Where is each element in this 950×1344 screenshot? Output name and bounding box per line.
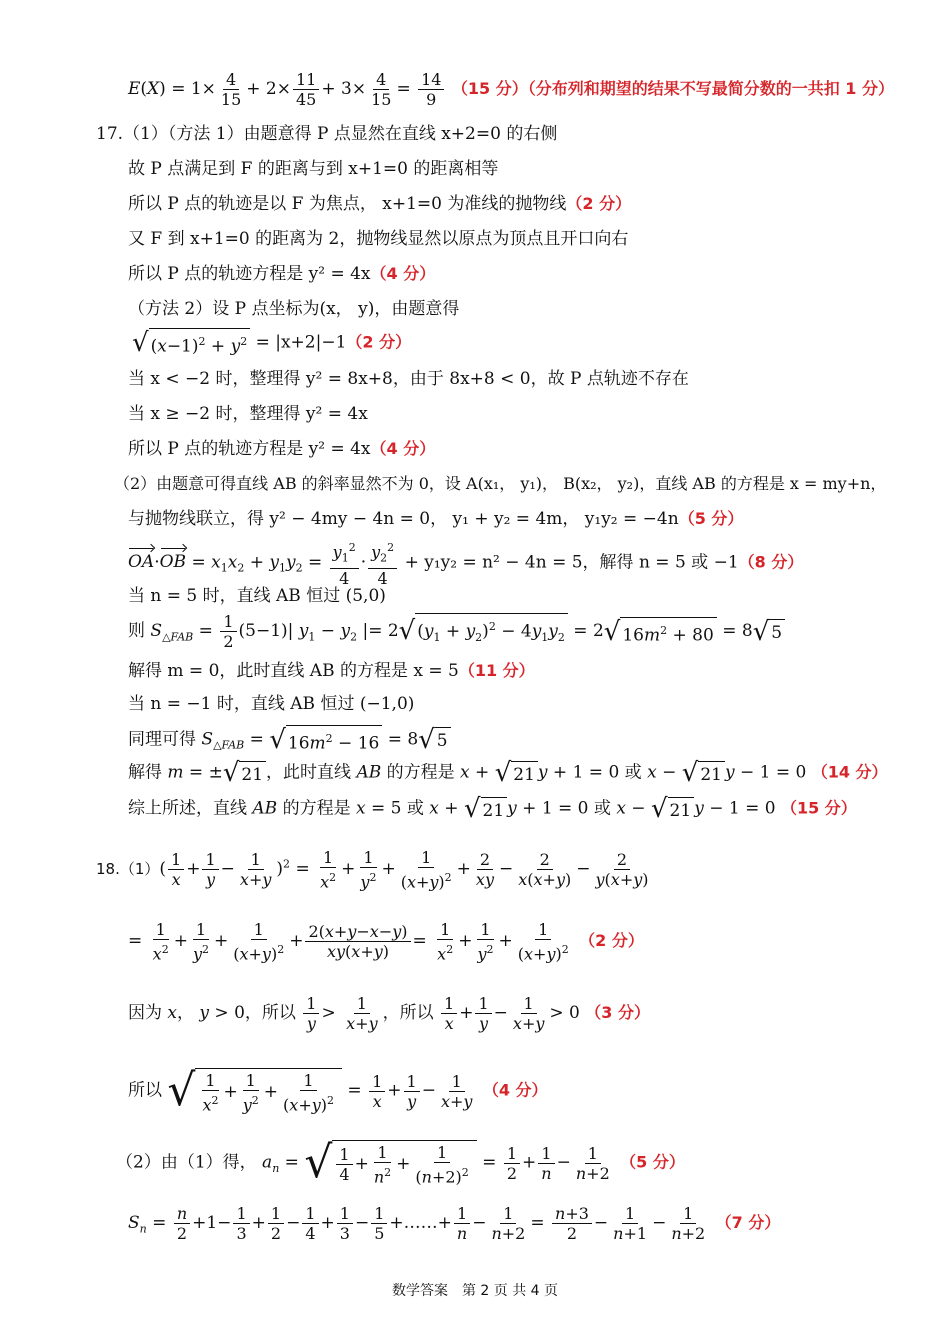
score-note: （4 分）	[482, 1080, 548, 1100]
p17-line-13: $OA\cdot OB = x_1x_2 + y_1y_2$ = $\frac{y_1^2}{4}$ · $\frac{y_2^2}{4}$ + y₁y₂ = n² − 4n = 5，解得 n = 5 或 −1（8 分）	[128, 538, 803, 588]
p17-line-6: （方法 2）设 P 点坐标为(x， y)，由题意得	[128, 299, 460, 319]
p18-line-5: （2）由（1）得， $a_n$ = √ $\frac{1}{4}$ + $\frac{1}{n^2}$ + $\frac{1}{(n+2)^2}$ = $\frac{1}{2}$ + $\frac{1}{n}$ − $\frac{1}{n+2}$ （5 分）	[116, 1137, 685, 1189]
score-note: （15 分）（分布列和期望的结果不写最简分数的一共扣 1 分）	[451, 79, 894, 98]
p18-line-3: 因为 x， y > 0，所以 $\frac{1}{y}$ > $\frac{1}{x+y}$ ，所以 $\frac{1}{x}$ + $\frac{1}{y}$ − $\frac{1}{x+y}$ > 0 （3 分）	[128, 994, 650, 1033]
p17-line-10	[128, 438, 435, 460]
score-note: （4 分）	[370, 439, 436, 458]
p17-line-15: 则 $S_{\triangle FAB}$ = $\frac{1}{2}$ (5−1)| $y_1 - y_2$ |= 2 √ $(y_1 + y_2)^2 - 4y_1y_2$ = 2 √ $16m^2 + 80$ = 8 √ 5	[128, 612, 785, 651]
score-note: （7 分）	[715, 1213, 781, 1232]
score-note: （5 分）	[678, 509, 744, 528]
score-note: （14 分）	[811, 762, 888, 782]
p18-line-2: = $\frac{1}{x^2}$ + $\frac{1}{y^2}$ + $\frac{1}{(x+y)^2}$ + $\frac{2(x+y-x-y)}{xy(x+y)}$ = $\frac{1}{x^2}$ + $\frac{1}{y^2}$ + $\frac{1}{(x+y)^2}$ （2 分）	[128, 920, 644, 964]
score-note: （2 分）	[579, 931, 644, 951]
p18-line-1: 18.（1）( $\frac{1}{x}$ + $\frac{1}{y}$ − $\frac{1}{x+y}$ )$^2$ = $\frac{1}{x^2}$ + $\frac{1}{y^2}$ + $\frac{1}{(x+y)^2}$ + $\frac{2}{xy}$ − $\frac{2}{x(x+y)}$ − $\frac{2}{y(x+y)}$	[96, 848, 649, 892]
score-note: （4 分）	[370, 264, 436, 283]
p17-line-16-text: 解得 m = 0，此时直线 AB 的方程是 x = 5	[128, 661, 459, 681]
p17-line-5	[128, 263, 435, 285]
p17-line-3-text: 所以 P 点的轨迹是以 F 为焦点， x+1=0 为准线的抛物线	[128, 194, 567, 214]
p17-line-9: 当 x ≥ −2 时，整理得 y² = 4x	[128, 404, 368, 424]
p17-line-17: 当 n = −1 时，直线 AB 恒过 (−1,0)	[128, 694, 415, 714]
p17-line-14: 当 n = 5 时，直线 AB 恒过 (5,0)	[128, 586, 386, 606]
p17-line-12-text: 与抛物线联立，得 y² − 4my − 4n = 0， y₁ + y₂ = 4m， y₁y₂ = −4n	[128, 509, 679, 529]
score-note: （8 分）	[738, 552, 804, 572]
expectation-line: E(X) = 1× $\frac{4}{15}$ + 2× $\frac{11}{45}$ + 3× $\frac{4}{15}$ = $\frac{14}{9}$ （15 分）（分布列和期望的结果不写最简分数的一共扣 1 分）	[128, 70, 894, 109]
p17-line-18: 同理可得 $S_{\triangle FAB}$ = √ $16m^2 - 16$ = 8 √ 5	[128, 725, 451, 757]
p17-line-3	[128, 193, 631, 215]
score-note: （3 分）	[585, 1003, 650, 1022]
p17-line-5-text: 所以 P 点的轨迹方程是 y² = 4x	[128, 264, 371, 284]
p17-line-13-text: + y₁y₂ = n² − 4n = 5，解得 n = 5 或 −1	[404, 552, 739, 573]
p17-line-7: √ $(x-1)^2 + y^2$ = |x+2|−1（2 分）	[132, 327, 412, 358]
score-note: （11 分）	[458, 661, 535, 680]
p17-line-19: 解得 m = ± √ 21 ，此时直线 AB 的方程是 x + √ 21 y + 1 = 0 或 x − √ 21 y − 1 = 0 （14 分）	[128, 758, 888, 788]
score-note: （15 分）	[780, 798, 857, 818]
p17-line-10-text: 所以 P 点的轨迹方程是 y² = 4x	[128, 439, 371, 459]
p17-line-4: 又 F 到 x+1=0 的距离为 2，抛物线显然以原点为顶点且开口向右	[128, 229, 629, 249]
p17-line-16	[128, 660, 535, 682]
score-note: （2 分）	[566, 194, 632, 213]
p17-line-2: 故 P 点满足到 F 的距离与到 x+1=0 的距离相等	[128, 159, 499, 179]
score-note: （5 分）	[620, 1152, 685, 1172]
p17-line-11: （2）由题意可得直线 AB 的斜率显然不为 0，设 A(x₁， y₁)， B(x₂， y₂)，直线 AB 的方程是 x = my+n，	[114, 474, 887, 493]
p17-line-1: 17.（1）（方法 1）由题意得 P 点显然在直线 x+2=0 的右侧	[96, 124, 558, 144]
p17-line-20: 综上所述，直线 AB 的方程是 x = 5 或 x + √ 21 y + 1 = 0 或 x − √ 21 y − 1 = 0 （15 分）	[128, 794, 857, 824]
p18-line-6: $S_n$ = $\frac{n}{2}$ +1− $\frac{1}{3}$ + $\frac{1}{2}$ − $\frac{1}{4}$ + $\frac{1}{3}$ − $\frac{1}{5}$ +……+ $\frac{1}{n}$ − $\frac{1}{n+2}$ = $\frac{n+3}{2}$ − $\frac{1}{n+1}$ − $\frac{1}{n+2}$ （7 分）	[128, 1204, 781, 1243]
p17-line-7-text: = |x+2|−1	[255, 332, 347, 353]
score-note: （2 分）	[346, 332, 412, 352]
p17-line-8: 当 x < −2 时，整理得 y² = 8x+8，由于 8x+8 < 0，故 P 点轨迹不存在	[128, 369, 689, 389]
p18-line-4: 所以 √ $\frac{1}{x^2}$ + $\frac{1}{y^2}$ + $\frac{1}{(x+y)^2}$ = $\frac{1}{x}$ + $\frac{1}{y}$ − $\frac{1}{x+y}$ （4 分）	[128, 1065, 548, 1117]
page-footer: 数学答案 第 2 页 共 4 页	[391, 1283, 559, 1299]
p17-line-12	[128, 508, 743, 530]
